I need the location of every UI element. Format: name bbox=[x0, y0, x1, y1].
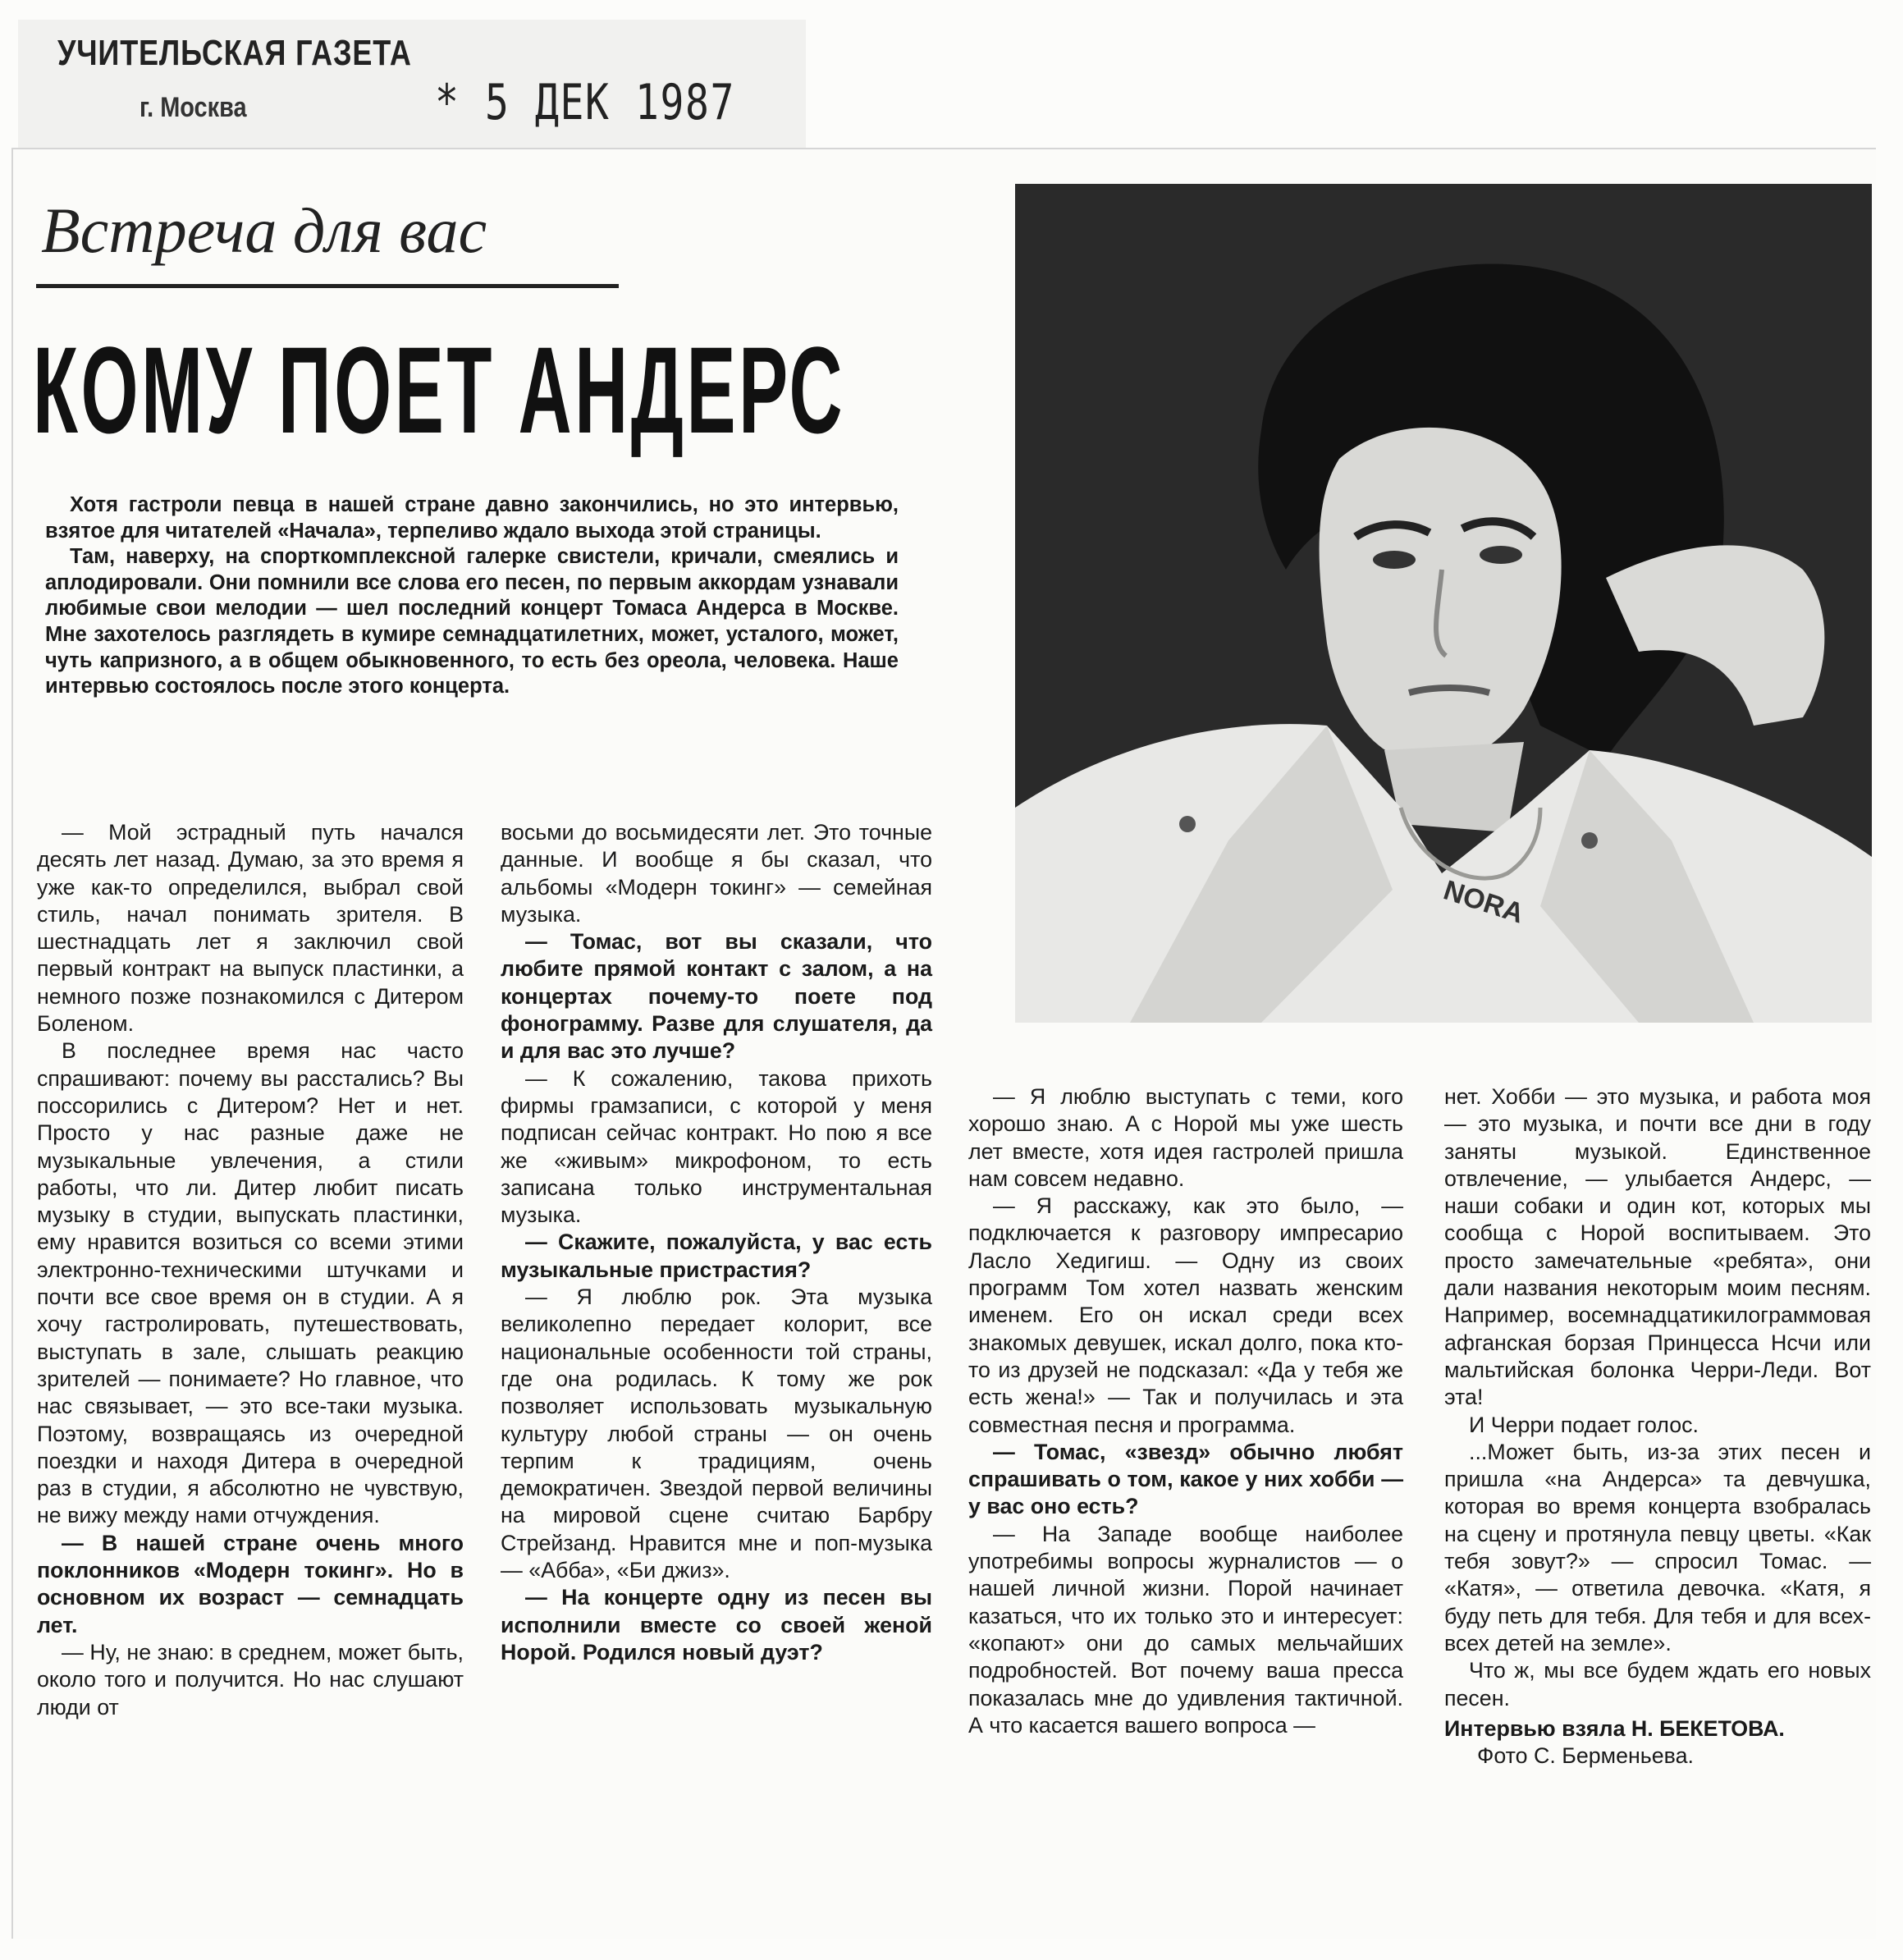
rubric-divider bbox=[36, 284, 619, 288]
col1-paragraph-1: — Мой эстрадный путь начался десять лет назад. Думаю, за это время я уже как-то определился, выбрал свой стиль, начал понимать зрителя. В шестнадцать лет я заключил свой первый контракт на выпуск пластинки, а немного позже познакомился с Дитером Боленом. bbox=[37, 820, 464, 1037]
col3-paragraph-2: — Я расскажу, как это было, — подключается к разговору импресарио Ласло Хедигиш. — Одну из своих программ Том хотел назвать женским именем. Его он искал среди всех знакомых девушек, искал долго, пока кто-то из друзей не подсказал: «Да у тебя же есть жена!» — Так и получилась и эта совместная песня и программа. bbox=[968, 1193, 1403, 1437]
lead-paragraph bbox=[45, 492, 899, 700]
col2-paragraph-2: — К сожалению, такова прихоть фирмы грамзаписи, с которой у меня подписан сейчас контракт. Но пою я все же «живым» микрофоном, то есть записана только инструментальная музыка. bbox=[501, 1065, 932, 1228]
col3-paragraph-3: — На Западе вообще наиболее употребимы вопросы журналистов — о нашей личной жизни. Порой начинает казаться, что их только это и интересует: «копают» они до самых мельчайших подробностей. Вот почему ваша пресса показалась мне до удивления тактичной. А что касается вашего вопроса — bbox=[968, 1521, 1403, 1738]
col3-question-1: — Томас, «звезд» обычно любят спрашивать о том, какое у них хобби — у вас оно есть? bbox=[968, 1439, 1403, 1519]
col2-paragraph-1: восьми до восьмидесяти лет. Это точные данные. И вообще я бы сказал, что альбомы «Модерн токинг» — семейная музыка. bbox=[501, 820, 932, 927]
necklace-nameplate: NORA bbox=[1439, 874, 1528, 930]
col4-paragraph-3: ...Может быть, из-за этих песен и пришла «на Андерса» та девчушка, которая во время концерта взобралась на сцену и протянула певцу цветы. «Как тебя зовут?» — спросил Томас. — «Катя», — ответила девочка. «Катя, я буду петь для тебя. Для тебя и для всех-всех детей на земле». bbox=[1444, 1439, 1871, 1655]
col4-paragraph-4: Что ж, мы все будем ждать его новых песен. bbox=[1444, 1658, 1871, 1710]
headline: КОМУ ПОЕТ АНДЕРС bbox=[33, 321, 846, 459]
article-credits bbox=[1444, 1715, 1871, 1770]
lead-paragraph-2: Там, наверху, на спорткомплексной галерке свистели, кричали, смеялись и аплодировали. Они помнили все слова его песен, по первым аккордам узнавали любимые свои мелодии — шел последний концерт Томаса Андерса в Москве. Мне захотелось разглядеть в кумире семнадцатилетних, может, усталого, может, чуть капризного, а в общем обыкновенного, то есть без ореола, человека. Наше интервью состоялось после этого концерта. bbox=[45, 545, 899, 698]
interviewer-credit: Интервью взяла Н. БЕКЕТОВА. bbox=[1444, 1715, 1785, 1741]
col4-paragraph-2: И Черри подает голос. bbox=[1469, 1412, 1699, 1437]
portrait-illustration bbox=[1015, 184, 1872, 1023]
col2-question-1: — Томас, вот вы сказали, что любите прямой контакт с залом, а на концертах почему-то поете под фонограмму. Разве для слушателя, да и для вас это лучше? bbox=[501, 929, 932, 1064]
col2-question-2: — Скажите, пожалуйста, у вас есть музыкальные пристрастия? bbox=[501, 1230, 932, 1282]
col2-question-3: — На концерте одну из песен вы исполнили вместе со своей женой Норой. Родился новый дуэт? bbox=[501, 1585, 932, 1665]
date-stamp: * 5 ДЕК 1987 bbox=[435, 74, 735, 131]
col1-paragraph-3: — Ну, не знаю: в среднем, может быть, около того и получится. Но нас слушают люди от bbox=[37, 1639, 464, 1720]
photo-credit: Фото С. Берменьева. bbox=[1477, 1743, 1694, 1769]
portrait-photo bbox=[1015, 184, 1872, 1023]
col2-paragraph-3: — Я люблю рок. Эта музыка великолепно передает колорит, все национальные особенности той страны, где она родилась. К тому же рок позволяет использовать музыкальную культуру любой страны — он очень терпим к традициям, очень демократичен. Звездой первой величины на мировой сцене считаю Барбру Стрейзанд. Нравится мне и поп-музыка — «Абба», «Би джиз». bbox=[501, 1285, 932, 1583]
lead-paragraph-1: Хотя гастроли певца в нашей стране давно закончились, но это интервью, взятое для читателей «Начала», терпеливо ждало выхода этой страницы. bbox=[45, 493, 899, 543]
col1-paragraph-2: В последнее время нас часто спрашивают: почему вы расстались? Вы поссорились с Дитером? Нет и нет. Просто у нас разные даже не музыкальные увлечения, а стили работы, что ли. Дитер любит писать музыку в студии, выпускать пластинки, ему нравится возиться со всеми этими электронно-техническими штучками и почти все свое время он в студии. А я хочу гастролировать, путешествовать, выступать в зале, слышать реакцию зрителей — понимаете? Но главное, что нас связывает, — это все-таки музыка. Поэтому, возвращаясь из очередной поездки и находя Дитера в очередной раз в студии, я абсолютно не чувствую, не вижу между нами отчуждения. bbox=[37, 1038, 464, 1528]
newspaper-name: УЧИТЕЛЬСКАЯ ГАЗЕТА bbox=[57, 33, 412, 73]
rubric-title: Встреча для вас bbox=[41, 195, 487, 266]
column-3 bbox=[968, 1083, 1403, 1739]
column-2 bbox=[501, 819, 932, 1666]
column-1 bbox=[37, 819, 464, 1721]
col1-question-1: — В нашей стране очень много поклонников «Модерн токинг». Но в основном их возраст — семнадцать лет. bbox=[37, 1530, 464, 1637]
col4-paragraph-1: нет. Хобби — это музыка, и работа моя — это музыка, и почти все дни в году заняты музыкой. Единственное отвлечение, — улыбается Андерс, — наши собаки и один кот, которых мы сообща с Норой воспитываем. Это просто замечательные «ребята», они дали названия некоторым моим песням. Например, восемнадцатикилограммовая афганская борзая Принцесса Нсчи или мальтийская болонка Черри-Леди. Вот эта! bbox=[1444, 1084, 1871, 1410]
col3-paragraph-1: — Я люблю выступать с теми, кого хорошо знаю. А с Норой мы уже шесть лет вместе, хотя идея гастролей пришла нам совсем недавно. bbox=[968, 1084, 1403, 1191]
newspaper-city: г. Москва bbox=[140, 92, 247, 123]
column-4 bbox=[1444, 1083, 1871, 1770]
